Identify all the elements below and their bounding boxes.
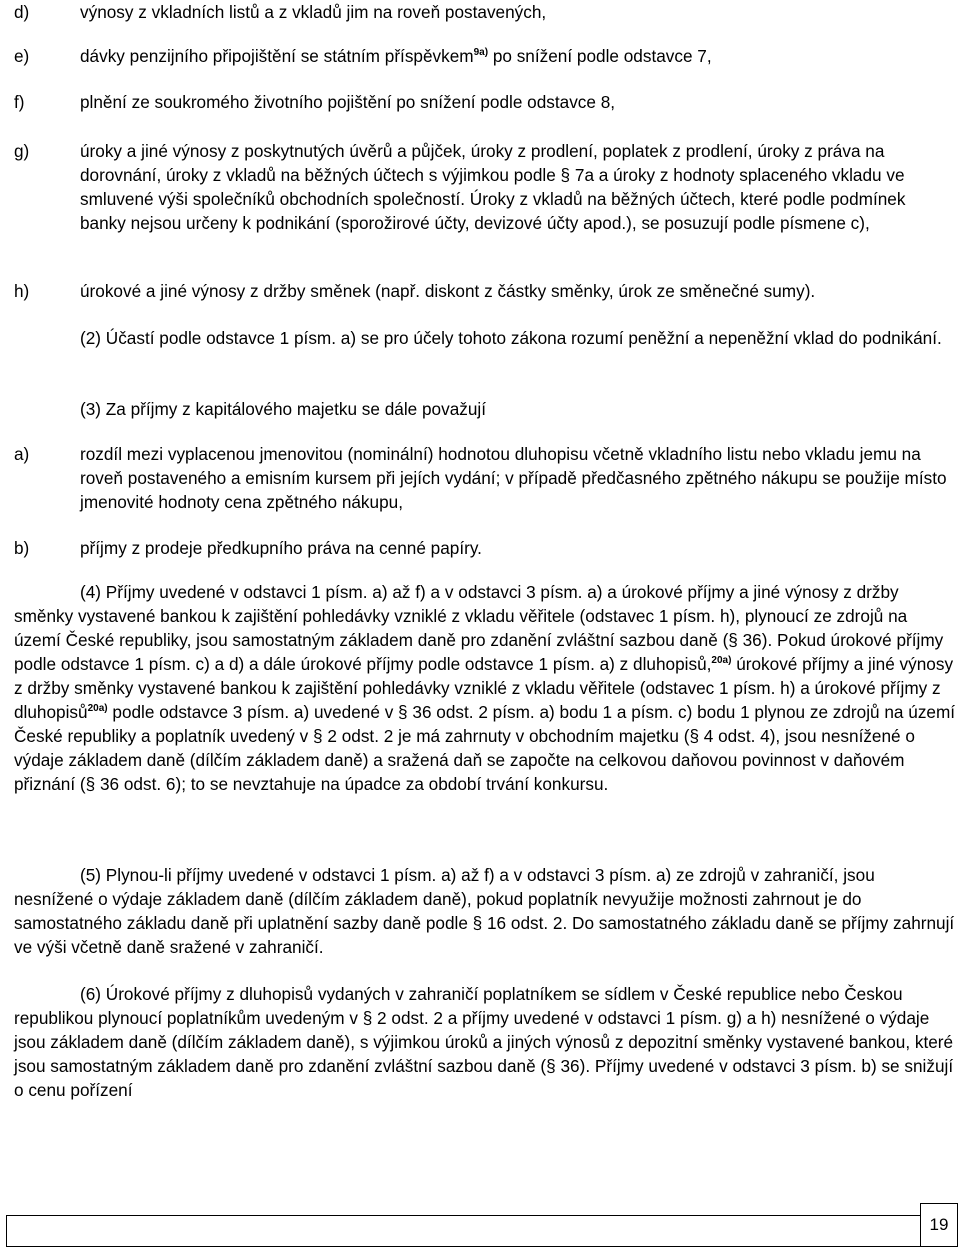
paragraph-2: (2) Účastí podle odstavce 1 písm. a) se pro účely tohoto zákona rozumí peněžní a nepeněžní vklad do podnikání. [80,328,942,348]
list-text: úrokové a jiné výnosy z držby směnek (např. diskont z částky směnky, úrok ze směnečné sumy). [80,281,816,301]
list-item-3a [14,442,956,514]
list-label: f) [14,92,25,112]
footnote-ref: 9a) [473,47,489,58]
list-label: b) [14,538,30,558]
paragraph-6: (6) Úrokové příjmy z dluhopisů vydaných v zahraničí poplatníkem se sídlem v České republice nebo Českou republikou plynoucí poplatníkům uvedeným v § 2 odst. 2 a příjmy uvedené v odstavci 1 písm. g) a h) nesnížené o výdaje jsou základem daně (dílčím základem daně), s výjimkou úroků a jiných výnosů z depozitní směnky vystavené bankou, které jsou samostatným základem daně pro zdanění zvláštní sazbou daně (§ 36). Příjmy uvedené v odstavci 3 písm. b) se snižují o cenu pořízení [14,984,954,1100]
paragraph-3-intro: (3) Za příjmy z kapitálového majetku se dále považují [80,399,487,419]
list-item-3b [14,536,956,560]
list-text [80,44,956,68]
list-label: d) [14,2,30,22]
paragraph-4-part-a: (4) Příjmy uvedené v odstavci 1 písm. a) až f) a v odstavci 3 písm. a) a úrokové příjmy a jiné výnosy z držby směnky vystavené bankou k zajištění pohledávky vzniklé z vkladu věřitele (odstavec 1 písm. h), plynoucí ze zdrojů na území České republiky, jsou samostatným základem daně pro zdanění zvláštní sazbou daně (§ 36). Pokud úrokové příjmy podle odstavce 1 písm. c) a d) a dále úrokové příjmy podle odstavce 1 písm. a) z dluhopisů, [14,582,944,674]
list-item-h [14,279,956,303]
list-text: úroky a jiné výnosy z poskytnutých úvěrů a půjček, úroky z prodlení, poplatek z prodlení, úroky z práva na dorovnání, úroky z vkladů na běžných účtech s výjimkou podle § 7a a úroky z hodnoty splaceného vkladu ve smluvené výši společníků obchodních společností. Úroky z vkladů na běžných účtech, které podle podmínek banky nejsou určeny k podnikání (sporožirové účty, devizové účty apod.), se posuzují podle písmene c), [80,141,906,233]
list-label: h) [14,281,30,301]
list-item-g [14,139,956,235]
footer-bar [6,1215,920,1247]
list-item-d [14,0,956,24]
page-number: 19 [920,1203,958,1247]
list-text-pre: dávky penzijního připojištění se státním příspěvkem [80,46,474,66]
paragraph-4-part-c: podle odstavce 3 písm. a) uvedené v § 36 odst. 2 písm. a) bodu 1 a písm. c) bodu 1 plynou ze zdrojů na území České republiky a poplatník uvedený v § 2 odst. 2 je má zahrnuty v obchodním majetku (§ 4 odst. 4), jsou nesnížené o výdaje základem daně (dílčím základem daně) a sražená daň se započte na celkovou daňovou povinnost v daňovém přiznání (§ 36 odst. 6); to se nevztahuje na úpadce za období trvání konkursu. [14,702,956,794]
list-text: výnosy z vkladních listů a z vkladů jim na roveň postavených, [80,2,547,22]
list-text: rozdíl mezi vyplacenou jmenovitou (nominální) hodnotou dluhopisu včetně vkladního listu nebo vkladu jemu na roveň postaveného a emisním kursem při jejích vydání; v případě předčasného zpětného nákupu se použije místo jmenovité hodnoty cena zpětného nákupu, [80,444,947,512]
list-text: příjmy z prodeje předkupního práva na cenné papíry. [80,538,482,558]
paragraph-4-part-b: úrokové příjmy a jiné výnosy z držby směnky vystavené bankou k zajištění pohledávky vzniklé z vkladu věřitele (odstavec 1 písm. h) a úrokové příjmy z dluhopisů [14,654,954,722]
list-label: a) [14,444,30,464]
list-item-e [14,44,956,68]
list-item-f [14,90,956,114]
paragraph-5: (5) Plynou-li příjmy uvedené v odstavci 1 písm. a) až f) a v odstavci 3 písm. a) ze zdrojů v zahraničí, jsou nesnížené o výdaje základem daně (dílčím základem daně), pokud poplatník nevyužije možnosti zahrnout je do samostatného základu daně při uplatnění sazby daně podle § 16 odst. 2. Do samostatného základu daně se příjmy zahrnují ve výši včetně daně sražené v zahraničí. [14,865,955,957]
list-label: g) [14,141,30,161]
list-text: plnění ze soukromého životního pojištění po snížení podle odstavce 8, [80,92,616,112]
list-text-post: po snížení podle odstavce 7, [488,46,712,66]
list-label: e) [14,46,30,66]
footnote-ref: 20a) [87,703,108,714]
paragraph-4 [14,580,956,796]
footnote-ref: 20a) [711,655,732,666]
